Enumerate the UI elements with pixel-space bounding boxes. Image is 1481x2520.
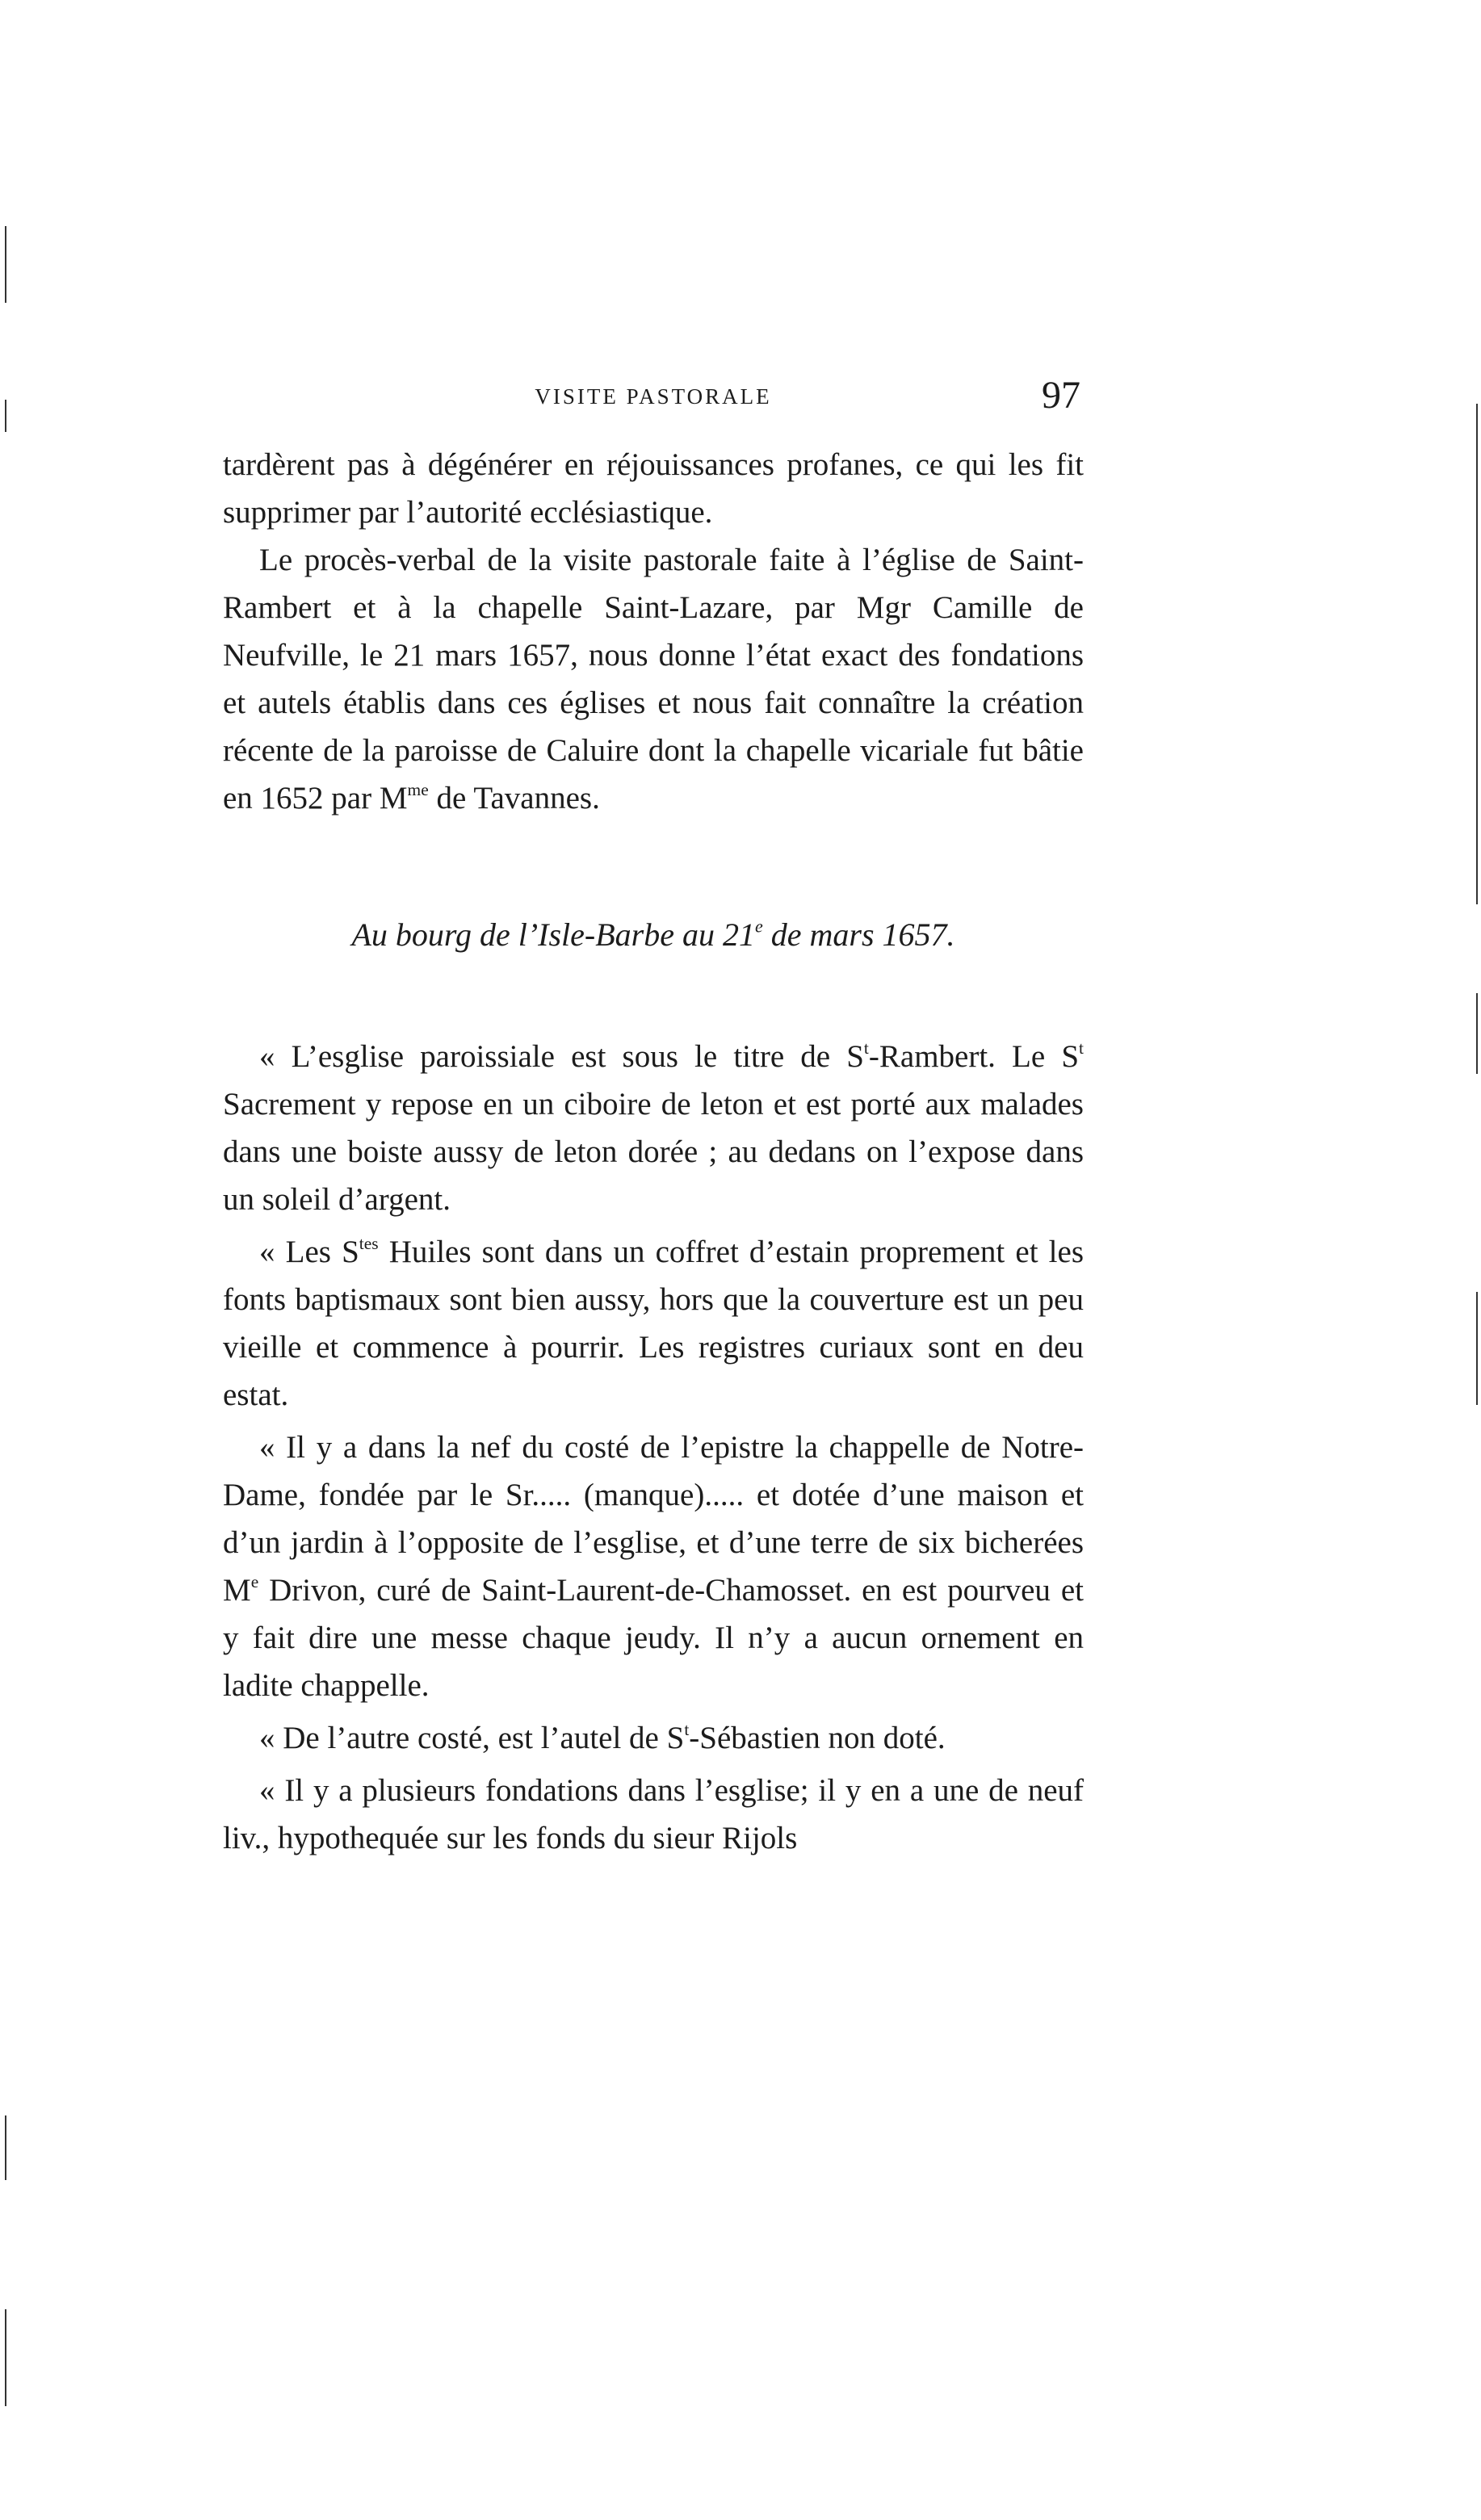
scan-edge-mark: [5, 400, 6, 432]
scan-edge-mark: [1476, 993, 1478, 1074]
section-heading: Au bourg de l’Isle-Barbe au 21e de mars 1657.: [351, 916, 955, 953]
page-header: [223, 373, 1084, 430]
quote-paragraph: « L’esglise paroissiale est sous le titre de $S^t$-Rambert. Le $S^t$ Sacrement y repose en un ciboire de leton et est porté aux malades dans une boiste aussy de leton dorée ; au dedans on l’expose dans un soleil d’argent.: [223, 1038, 1084, 1217]
page-body: [223, 441, 1084, 1862]
scan-edge-mark: [1476, 404, 1478, 904]
quote-paragraph: « Il y a dans la nef du costé de l’epistre la chappelle de Notre-Dame, fondée par le Sr..... (manque)..... et dotée d’une maison et d’un jardin à l’opposite de l’esglise, et d’une terre de six bicherées Me Drivon, curé de Saint-Laurent-de-Chamosset. en est pourveu et y fait dire une messe chaque jeudy. Il n’y a aucun ornement en ladite chappelle.: [223, 1430, 1084, 1703]
scan-edge-mark: [5, 2309, 6, 2406]
scan-edge-mark: [5, 2115, 6, 2180]
paragraph: tardèrent pas à dégénérer en réjouissances profanes, ce qui les fit supprimer par l’autorité ecclésiastique.: [223, 447, 1084, 530]
quote-paragraph: « Il y a plusieurs fondations dans l’esglise; il y en a une de neuf liv., hypothequée sur les fonds du sieur Rijols: [223, 1773, 1084, 1855]
running-title: VISITE PASTORALE: [535, 384, 772, 409]
paragraph: Le procès-verbal de la visite pastorale faite à l’église de Saint-Rambert et à la chapelle Saint-Lazare, par Mgr Camille de Neufville, le 21 mars 1657, nous donne l’état exact des fondations et autels établis dans ces églises et nous fait connaître la création récente de la paroisse de Caluire dont la chapelle vicariale fut bâtie en 1652 par $M^{me}$ de Tavannes.: [223, 543, 1084, 816]
scan-edge-mark: [1476, 1292, 1478, 1405]
quote-paragraph: « Les $S^{tes}$ Huiles sont dans un coffret d’estain proprement et les fonts baptismaux sont bien aussy, hors que la couverture est un peu vieille et commence à pourrir. Les registres curiaux sont en deu estat.: [223, 1233, 1084, 1412]
quote-paragraph: « De l’autre costé, est l’autel de $S^t$-Sébastien non doté.: [259, 1719, 946, 1755]
scan-edge-mark: [5, 226, 6, 303]
page-number: 97: [1042, 374, 1080, 417]
